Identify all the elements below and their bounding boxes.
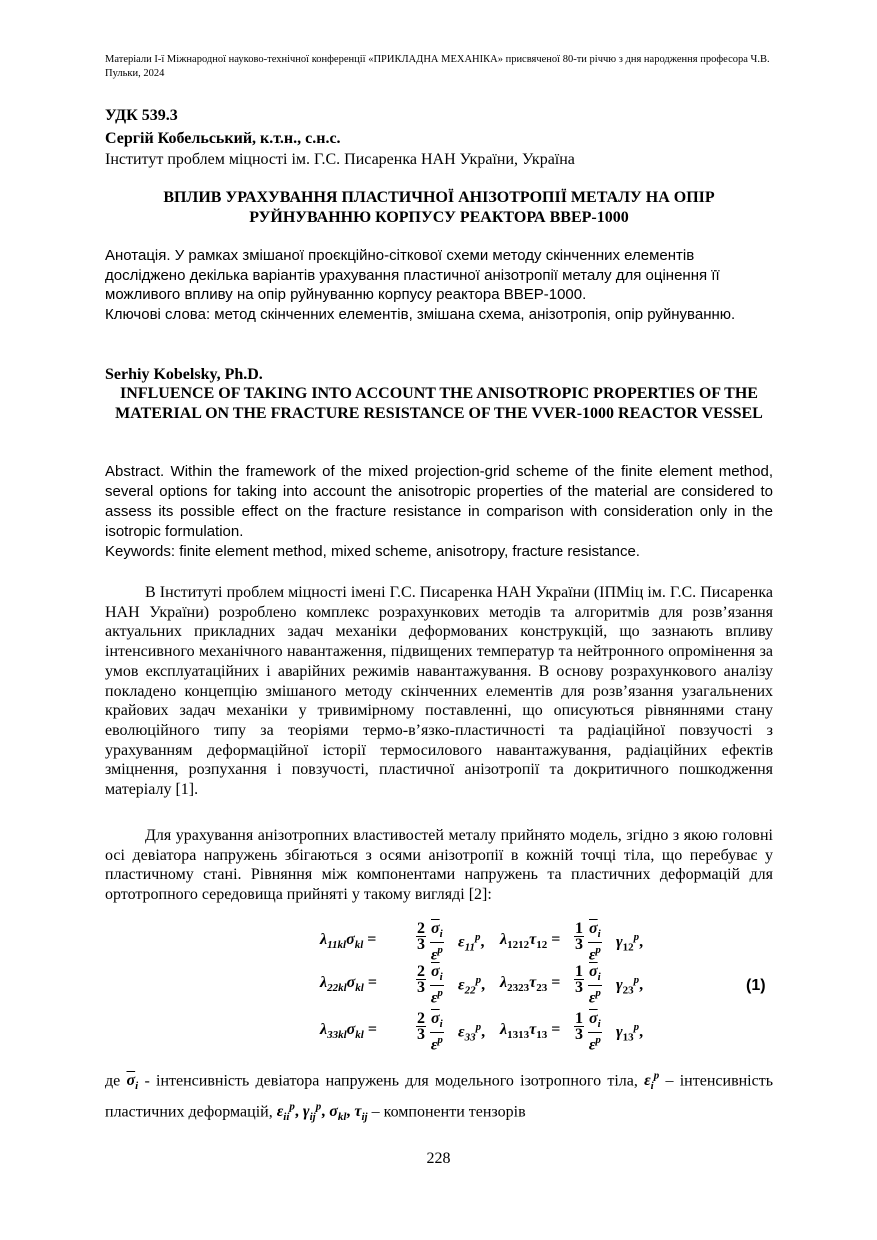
equation-row-2: $\lambda_{22kl}\sigma_{kl}$ = $\frac{2}{3}$ $\frac{\overline{\sigma}_i}{\varepsilon^p}$ $\varepsilon_{22}^p$, $\lambda_{2323}\tau_{23}$ = $\frac{1}{3}$ $\frac{\overline{\sigma}_i}{\varepsilon^p}$ $\gamma_{23}^p$, — [320, 963, 644, 1007]
author-ua: Сергій Кобельський, к.т.н., с.н.с. — [105, 130, 341, 147]
paragraph-2: Для урахування анізотропних властивостей металу прийнято модель, згідно з якою головні осі девіатора напружень збігаються з осями анізотропії в кожній точці тіла, що перебуває у пластичному стані. Рівняння між компонентами напружень та пластичних деформацій для ортотропного середовища прийняті у такому вигляді [2]: — [105, 827, 773, 904]
paragraph-after-equation: де $\overline{\sigma}_i$ - інтенсивність девіатора напружень для модельного ізотропного тіла, $\varepsilon_i^p$ – інтенсивність пластичних деформацій, $\varepsilon_{ii}^p$, $\gamma_{ij}^p$, $\sigma_{kl}$, $\tau_{ij}$ – компоненти тензорів — [105, 1070, 774, 1124]
affiliation: Інститут проблем міцності ім. Г.С. Писаренка НАН України, Україна — [105, 151, 575, 168]
after-eq-text: – компоненти тензорів — [371, 1102, 526, 1120]
keywords-ua: Ключові слова: метод скінченних елементів, змішана схема, анізотропія, опір руйнуванню. — [105, 305, 736, 323]
after-eq-text: де — [105, 1072, 121, 1090]
udk-code: УДК 539.3 — [105, 107, 178, 124]
equation-row-3: $\lambda_{33kl}\sigma_{kl}$ = $\frac{2}{3}$ $\frac{\overline{\sigma}_i}{\varepsilon^p}$ $\varepsilon_{33}^p$, $\lambda_{1313}\tau_{13}$ = $\frac{1}{3}$ $\frac{\overline{\sigma}_i}{\varepsilon^p}$ $\gamma_{13}^p$, — [320, 1010, 644, 1054]
page-number: 228 — [426, 1150, 451, 1167]
equation-row-1: $\lambda_{11kl}\sigma_{kl}$ = $\frac{2}{3}$ $\frac{\overline{\sigma}_i}{\varepsilon^p}$ $\varepsilon_{11}^p$, $\lambda_{1212}\tau_{12}$ = $\frac{1}{3}$ $\frac{\overline{\sigma}_i}{\varepsilon^p}$ $\gamma_{12}^p$, — [320, 920, 644, 964]
abstract-en-text: Abstract. Within the framework of the mixed projection-grid scheme of the finite element method, several options for taking into account the anisotropic properties of the material are considered to assess its possible effect on the fracture resistance in comparison with consideration only in the isotropic formulation. — [105, 463, 773, 540]
paragraph-1: В Інституті проблем міцності імені Г.С. Писаренка НАН України (ІПМіц ім. Г.С. Писаренка НАН України) розроблено комплекс розрахункових методів та алгоритмів для розв’язання актуальних прикладних задач механіки деформованих конструкцій, що зазнають впливу інтенсивного механічного навантаження, підвищених температур та нейтронного опромінення за умов експлуатаційних і аварійних режимів навантажування. В основу розрахункового аналізу покладено концепцію змішаного методу скінченних елементів для розв’язання узагальнених крайових задач механіки у тривимірному поставленні, що описуються рівняннями стану еволюційного типу за теоріями термо-в’язко-пластичності та радіаційної повзучості з урахуванням деформаційної історії термосилового навантажування, радіаційних ефектів зміцнення, розпухання і повзучості, пластичної анізотропії та докритичного пошкодження матеріалу [1]. — [105, 584, 773, 799]
after-eq-text: - інтенсивність девіатора напружень для модельного ізотропного тіла, — [144, 1072, 638, 1090]
running-header: Матеріали І-ї Міжнародної науково-технічної конференції «ПРИКЛАДНА МЕХАНІКА» присвяченої 80-ти річчю з дня народження професора Ч.В. Пульки, 2024 — [105, 54, 770, 79]
abstract-ua — [105, 246, 773, 324]
abstract-ua-text: Анотація. У рамках змішаної проєкційно-сіткової схеми методу скінченних елементів досліджено декілька варіантів урахування пластичної анізотропії металу для оцінення її можливого впливу на опір руйнуванню корпусу реактора ВВЕР-1000. — [105, 247, 720, 303]
title-ua: ВПЛИВ УРАХУВАННЯ ПЛАСТИЧНОЇ АНІЗОТРОПІЇ МЕТАЛУ НА ОПІР РУЙНУВАННЮ КОРПУСУ РЕАКТОРА ВВЕР-1000 — [163, 189, 715, 226]
author-en: Serhiy Kobelsky, Ph.D. — [105, 366, 263, 383]
keywords-en: Keywords: finite element method, mixed scheme, anisotropy, fracture resistance. — [105, 543, 640, 560]
abstract-en — [105, 462, 773, 562]
title-en: INFLUENCE OF TAKING INTO ACCOUNT THE ANISOTROPIC PROPERTIES OF THE MATERIAL ON THE FRACTURE RESISTANCE OF THE VVER-1000 REACTOR VESSEL — [115, 385, 763, 422]
after-eq-text: інтенсивність пластичних деформацій, — [105, 1072, 774, 1120]
equation-number: (1) — [746, 977, 766, 994]
after-eq-text: – — [665, 1072, 674, 1090]
